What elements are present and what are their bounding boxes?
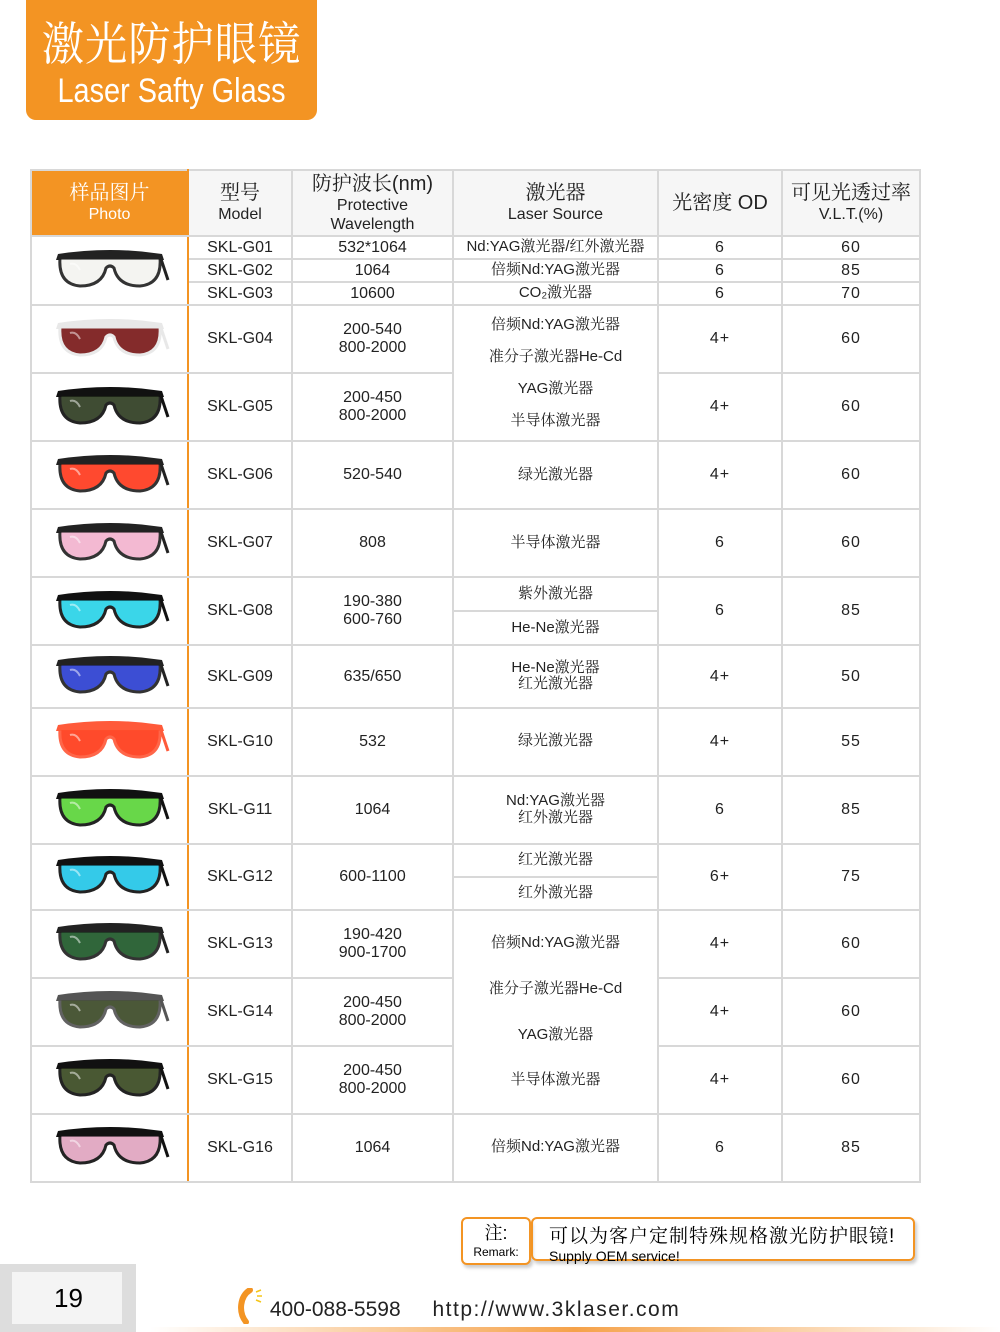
wavelength-cell: 200-450 800-2000 <box>292 978 453 1046</box>
title-en: Laser Safty Glass <box>57 72 286 110</box>
laser-source-cell: 绿光激光器 <box>453 441 658 509</box>
vlt-cell: 60 <box>782 305 920 373</box>
vlt-cell: 60 <box>782 236 920 259</box>
od-cell: 6 <box>658 1114 782 1182</box>
glasses-image <box>50 711 170 767</box>
vlt-cell: 60 <box>782 910 920 978</box>
glasses-image <box>50 309 170 365</box>
table-row <box>31 441 920 509</box>
product-photo <box>31 441 188 509</box>
model-cell: SKL-G14 <box>188 978 292 1046</box>
vlt-cell: 55 <box>782 708 920 776</box>
product-photo <box>31 373 188 441</box>
product-photo <box>31 236 188 305</box>
wavelength-cell: 532*1064 <box>292 236 453 259</box>
table-row <box>31 1114 920 1182</box>
vlt-cell: 60 <box>782 978 920 1046</box>
model-cell: SKL-G04 <box>188 305 292 373</box>
laser-source-cell: He-Ne激光器 <box>453 611 658 645</box>
od-cell: 6+ <box>658 844 782 910</box>
product-photo <box>31 305 188 373</box>
model-cell: SKL-G13 <box>188 910 292 978</box>
wavelength-cell: 190-420 900-1700 <box>292 910 453 978</box>
website-link[interactable]: http://www.3klaser.com <box>432 1298 681 1321</box>
glasses-image <box>50 779 170 835</box>
glasses-image <box>50 1049 170 1105</box>
model-cell: SKL-G01 <box>188 236 292 259</box>
table-row <box>31 305 920 373</box>
wavelength-cell: 200-450 800-2000 <box>292 373 453 441</box>
vlt-cell: 50 <box>782 645 920 708</box>
vlt-cell: 60 <box>782 509 920 577</box>
od-cell: 4+ <box>658 708 782 776</box>
table-row <box>31 708 920 776</box>
laser-source-cell: He-Ne激光器 红光激光器 <box>453 645 658 708</box>
laser-source-cell: 红外激光器 <box>453 877 658 910</box>
model-cell: SKL-G11 <box>188 776 292 844</box>
remark-text-cn: 可以为客户定制特殊规格激光防护眼镜! <box>549 1226 896 1247</box>
laser-source-cell: 倍频Nd:YAG激光器 准分子激光器He-Cd YAG激光器 半导体激光器 <box>453 910 658 1114</box>
model-cell: SKL-G05 <box>188 373 292 441</box>
model-cell: SKL-G10 <box>188 708 292 776</box>
wavelength-cell: 1064 <box>292 259 453 282</box>
od-cell: 4+ <box>658 441 782 509</box>
product-photo <box>31 1046 188 1114</box>
glasses-image <box>50 913 170 969</box>
od-cell: 4+ <box>658 305 782 373</box>
remark-note <box>531 1217 915 1264</box>
wavelength-cell: 635/650 <box>292 645 453 708</box>
laser-source-cell: 紫外激光器 <box>453 577 658 611</box>
wavelength-cell: 1064 <box>292 776 453 844</box>
header-od: 光密度 OD <box>658 170 782 236</box>
product-photo <box>31 708 188 776</box>
table-row <box>31 910 920 978</box>
od-cell: 4+ <box>658 910 782 978</box>
product-photo <box>31 577 188 645</box>
wavelength-cell: 190-380 600-760 <box>292 577 453 645</box>
header-photo: 样品图片 Photo <box>31 170 188 236</box>
footer-bar <box>150 1327 1000 1332</box>
wavelength-cell: 808 <box>292 509 453 577</box>
glasses-image <box>50 846 170 902</box>
glasses-image <box>50 1117 170 1173</box>
glasses-image <box>50 646 170 702</box>
page-title-banner <box>26 0 317 120</box>
wavelength-cell: 200-450 800-2000 <box>292 1046 453 1114</box>
vlt-cell: 85 <box>782 577 920 645</box>
table-row <box>31 236 920 259</box>
header-model: 型号 Model <box>188 170 292 236</box>
header-vlt: 可见光透过率 V.L.T.(%) <box>782 170 920 236</box>
model-cell: SKL-G07 <box>188 509 292 577</box>
vlt-cell: 70 <box>782 282 920 305</box>
model-cell: SKL-G09 <box>188 645 292 708</box>
laser-source-cell: 倍频Nd:YAG激光器 <box>453 1114 658 1182</box>
wavelength-cell: 10600 <box>292 282 453 305</box>
glasses-image <box>50 377 170 433</box>
product-photo <box>31 776 188 844</box>
od-cell: 6 <box>658 236 782 259</box>
laser-source-cell: 红光激光器 <box>453 844 658 877</box>
model-cell: SKL-G15 <box>188 1046 292 1114</box>
table-row <box>31 577 920 611</box>
product-photo <box>31 910 188 978</box>
od-cell: 4+ <box>658 373 782 441</box>
vlt-cell: 60 <box>782 373 920 441</box>
table-row <box>31 844 920 877</box>
od-cell: 4+ <box>658 978 782 1046</box>
product-photo <box>31 645 188 708</box>
model-cell: SKL-G12 <box>188 844 292 910</box>
laser-source-cell: CO₂激光器 <box>453 282 658 305</box>
glasses-image <box>50 445 170 501</box>
product-photo <box>31 509 188 577</box>
od-cell: 6 <box>658 282 782 305</box>
remark-text-en: Supply OEM service! <box>549 1248 680 1264</box>
laser-source-cell: 半导体激光器 <box>453 509 658 577</box>
wavelength-cell: 1064 <box>292 1114 453 1182</box>
product-photo <box>31 844 188 910</box>
laser-source-cell: Nd:YAG激光器 红外激光器 <box>453 776 658 844</box>
wavelength-cell: 200-540 800-2000 <box>292 305 453 373</box>
table-row <box>31 776 920 844</box>
model-cell: SKL-G06 <box>188 441 292 509</box>
product-photo <box>31 1114 188 1182</box>
od-cell: 4+ <box>658 645 782 708</box>
vlt-cell: 85 <box>782 776 920 844</box>
vlt-cell: 85 <box>782 1114 920 1182</box>
laser-source-cell: 绿光激光器 <box>453 708 658 776</box>
vlt-cell: 75 <box>782 844 920 910</box>
header-laser-source: 激光器 Laser Source <box>453 170 658 236</box>
phone-icon <box>236 1288 264 1324</box>
laser-source-cell: 倍频Nd:YAG激光器 准分子激光器He-Cd YAG激光器 半导体激光器 <box>453 305 658 441</box>
table-row <box>31 645 920 708</box>
model-cell: SKL-G02 <box>188 259 292 282</box>
od-cell: 4+ <box>658 1046 782 1114</box>
od-cell: 6 <box>658 509 782 577</box>
glasses-image <box>50 240 170 296</box>
vlt-cell: 60 <box>782 1046 920 1114</box>
od-cell: 6 <box>658 776 782 844</box>
laser-source-cell: 倍频Nd:YAG激光器 <box>453 259 658 282</box>
contact-info <box>236 1288 680 1324</box>
table-row <box>31 509 920 577</box>
glasses-image <box>50 581 170 637</box>
title-cn: 激光防护眼镜 <box>41 18 302 70</box>
glasses-image <box>50 513 170 569</box>
glasses-image <box>50 981 170 1037</box>
product-table <box>30 169 921 1183</box>
header-wavelength: 防护波长(nm) Protective Wavelength <box>292 170 453 236</box>
wavelength-cell: 600-1100 <box>292 844 453 910</box>
phone-number: 400-088-5598 <box>269 1298 401 1321</box>
laser-source-cell: Nd:YAG激光器/红外激光器 <box>453 236 658 259</box>
od-cell: 6 <box>658 259 782 282</box>
od-cell: 6 <box>658 577 782 645</box>
model-cell: SKL-G08 <box>188 577 292 645</box>
vlt-cell: 85 <box>782 259 920 282</box>
page-number: 19 <box>0 1264 136 1332</box>
wavelength-cell: 520-540 <box>292 441 453 509</box>
remark-label: 注: Remark: <box>461 1217 531 1265</box>
vlt-cell: 60 <box>782 441 920 509</box>
wavelength-cell: 532 <box>292 708 453 776</box>
model-cell: SKL-G16 <box>188 1114 292 1182</box>
model-cell: SKL-G03 <box>188 282 292 305</box>
product-photo <box>31 978 188 1046</box>
